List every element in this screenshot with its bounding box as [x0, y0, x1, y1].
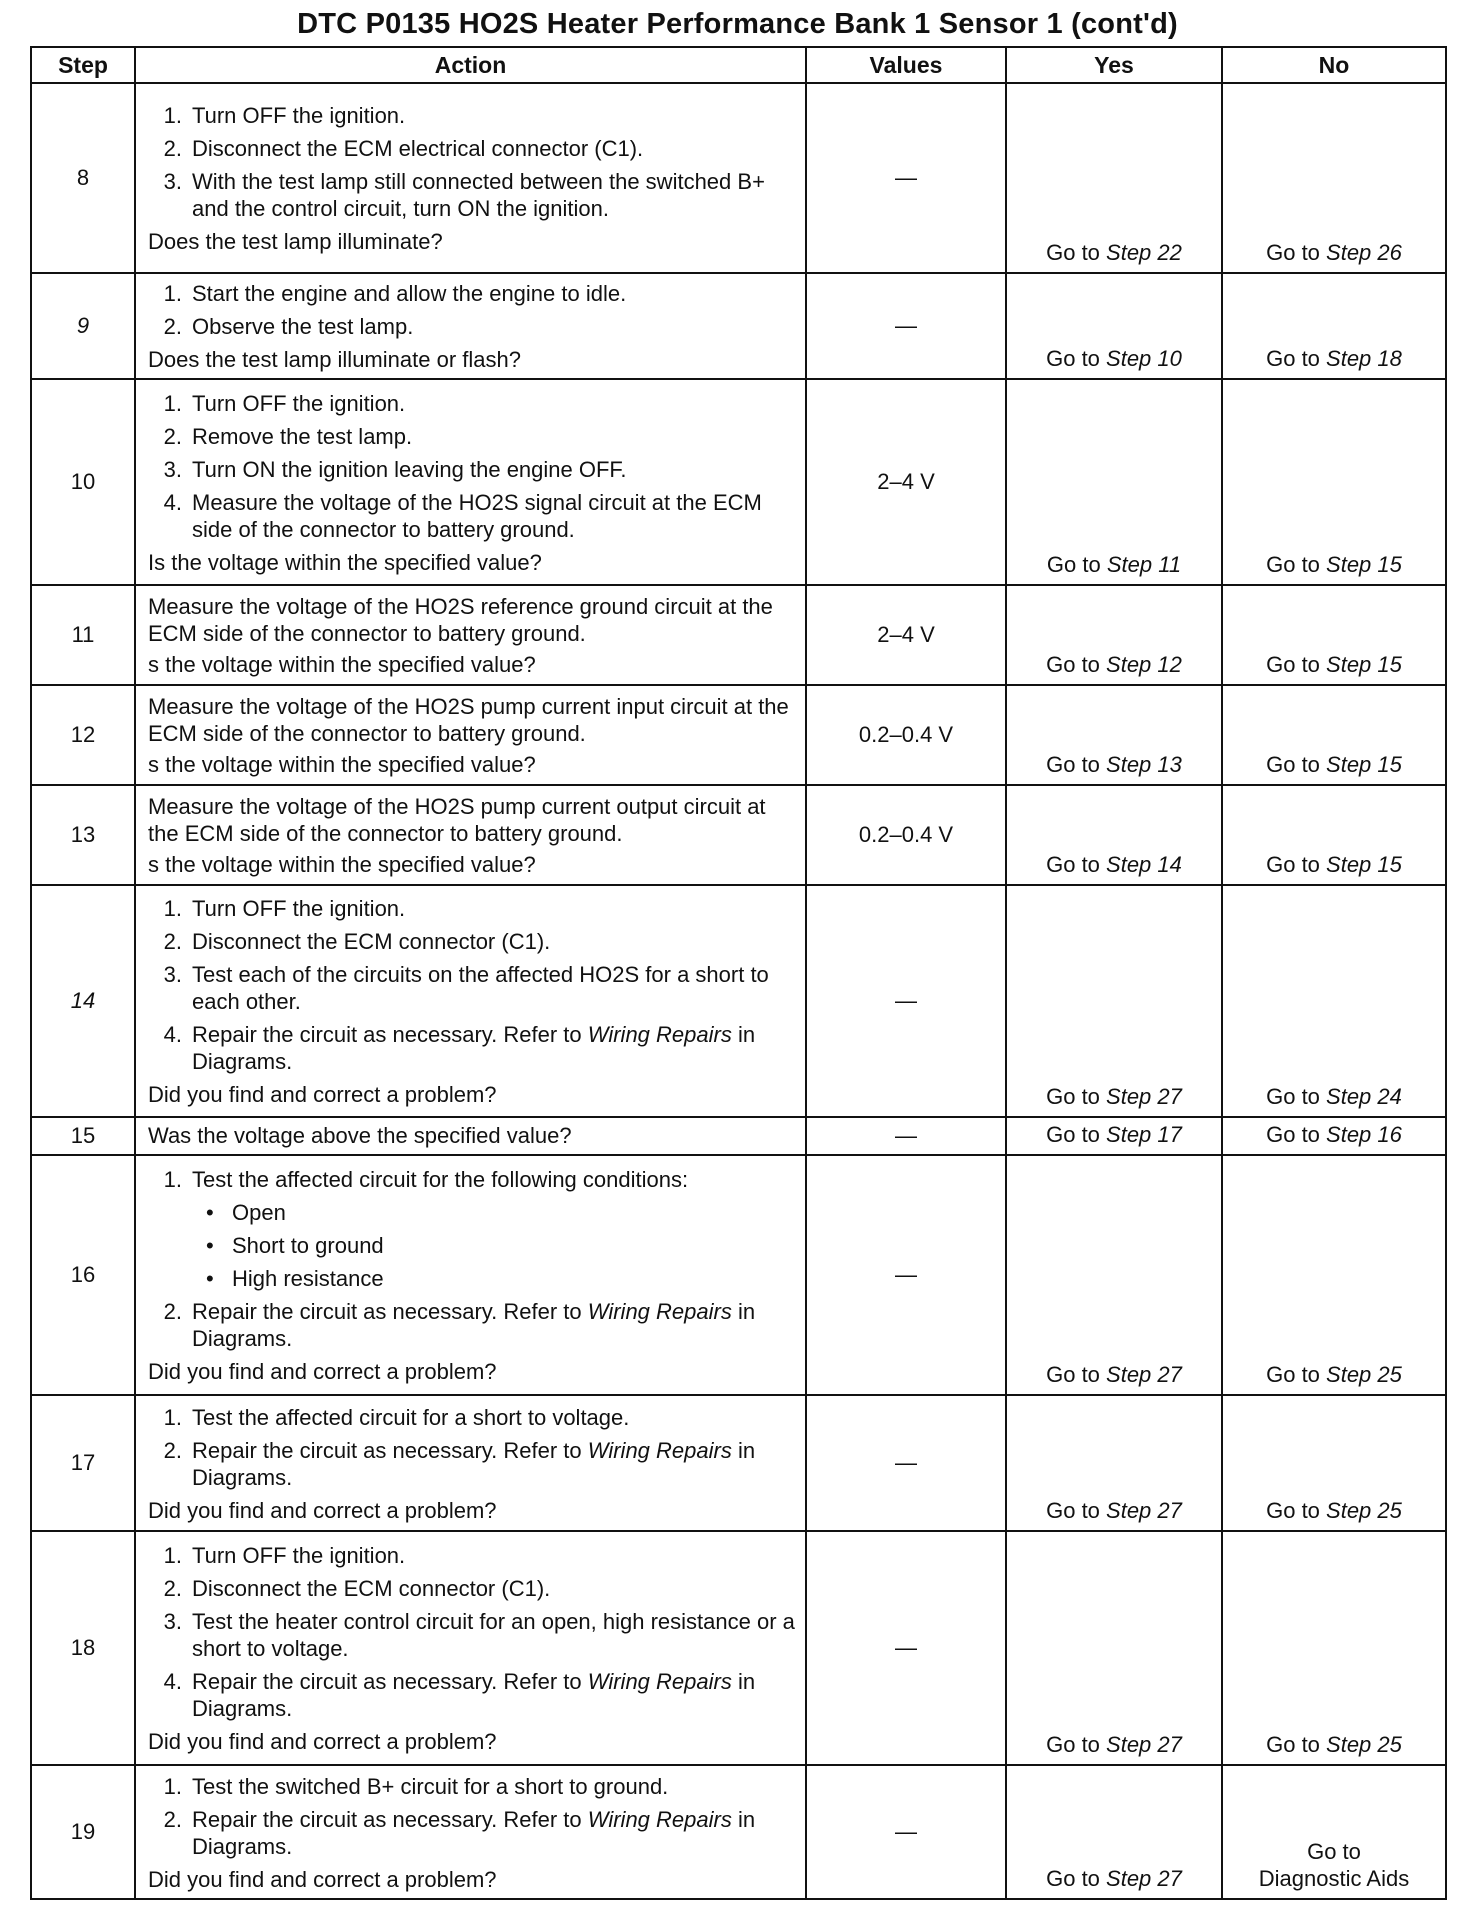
page-title: DTC P0135 HO2S Heater Performance Bank 1 Sensor 1 (cont'd) [297, 8, 1178, 40]
value-cell: — [806, 1531, 1006, 1765]
table-row [31, 379, 1446, 585]
value-cell: 2–4 V [806, 379, 1006, 585]
table-row [31, 1117, 1446, 1155]
action-cell [135, 1531, 806, 1765]
question: s the voltage within the specified value? [148, 751, 536, 777]
no-cell: Go to Step 15 [1222, 585, 1446, 685]
yes-cell: Go to Step 27 [1006, 1155, 1222, 1395]
action-text: Measure the voltage of the HO2S pump current output circuit at the ECM side of the connector to battery ground. [148, 793, 766, 846]
no-cell: Go to Step 18 [1222, 273, 1446, 379]
step-number: 14 [31, 885, 135, 1117]
value-cell: — [806, 273, 1006, 379]
question: s the voltage within the specified value? [148, 851, 536, 877]
step-number: 12 [31, 685, 135, 785]
no-cell: Go to Step 16 [1222, 1117, 1446, 1155]
yes-cell: Go to Step 27 [1006, 1395, 1222, 1531]
header-yes: Yes [1006, 47, 1222, 83]
question: Is the voltage within the specified value? [148, 549, 542, 575]
yes-cell: Go to Step 27 [1006, 1531, 1222, 1765]
header-no: No [1222, 47, 1446, 83]
step-number: 15 [31, 1117, 135, 1155]
list-item: 2. Repair the circuit as necessary. Refer to Wiring Repairs in Diagrams. [163, 1806, 756, 1859]
bullet-item: • High resistance [206, 1266, 384, 1291]
list-item: 1. Test the switched B+ circuit for a short to ground. [163, 1773, 669, 1799]
list-item: 4. Repair the circuit as necessary. Refer to Wiring Repairs in Diagrams. [163, 1669, 756, 1721]
action-text: Measure the voltage of the HO2S pump current input circuit at the ECM side of the connector to battery ground. [148, 693, 789, 746]
list-item: 3. With the test lamp still connected between the switched B+ and the control circuit, turn ON the ignition. [163, 169, 765, 221]
yes-cell: Go to Step 17 [1006, 1117, 1222, 1155]
table-row [31, 83, 1446, 273]
list-item: 3. Test the heater control circuit for an open, high resistance or a short to voltage. [163, 1609, 795, 1661]
no-cell: Go to Diagnostic Aids [1222, 1765, 1446, 1899]
list-item: 1. Turn OFF the ignition. [163, 103, 406, 128]
bullet-item: • Short to ground [206, 1233, 384, 1258]
step-number: 16 [31, 1155, 135, 1395]
list-item: 2. Repair the circuit as necessary. Refer to Wiring Repairs in Diagrams. [163, 1437, 756, 1490]
list-item: 2. Disconnect the ECM electrical connector (C1). [163, 136, 644, 161]
table-row [31, 1155, 1446, 1395]
value-cell: 2–4 V [806, 585, 1006, 685]
value-cell: — [806, 885, 1006, 1117]
action-cell [135, 585, 806, 685]
list-item: 1. Start the engine and allow the engine to idle. [163, 281, 627, 306]
step-number: 8 [31, 83, 135, 273]
list-item: 1. Test the affected circuit for the following conditions: [163, 1167, 689, 1192]
question: Did you find and correct a problem? [148, 1729, 497, 1754]
table-row [31, 273, 1446, 379]
question: Did you find and correct a problem? [148, 1082, 497, 1107]
value-cell: 0.2–0.4 V [806, 785, 1006, 885]
no-cell: Go to Step 25 [1222, 1395, 1446, 1531]
action-cell [135, 273, 806, 379]
list-item: 2. Disconnect the ECM connector (C1). [163, 1576, 551, 1601]
action-cell [135, 1395, 806, 1531]
action-cell [135, 1765, 806, 1899]
yes-cell: Go to Step 13 [1006, 685, 1222, 785]
table-row [31, 585, 1446, 685]
question: s the voltage within the specified value? [148, 651, 536, 677]
header-step: Step [31, 47, 135, 83]
list-item: 2. Observe the test lamp. [163, 314, 414, 339]
action-cell [135, 785, 806, 885]
yes-cell: Go to Step 10 [1006, 273, 1222, 379]
table-row [31, 785, 1446, 885]
step-number: 11 [31, 585, 135, 685]
list-item: 1. Test the affected circuit for a short to voltage. [163, 1404, 630, 1430]
question: Did you find and correct a problem? [148, 1866, 497, 1892]
action-cell [135, 685, 806, 785]
yes-cell: Go to Step 11 [1006, 379, 1222, 585]
question: Does the test lamp illuminate? [148, 229, 443, 254]
table-row [31, 1395, 1446, 1531]
list-item: 4. Repair the circuit as necessary. Refer to Wiring Repairs in Diagrams. [163, 1022, 756, 1074]
yes-cell: Go to Step 27 [1006, 1765, 1222, 1899]
table-row [31, 1765, 1446, 1899]
question: Did you find and correct a problem? [148, 1359, 497, 1384]
step-number: 10 [31, 379, 135, 585]
list-item: 1. Turn OFF the ignition. [163, 896, 406, 921]
list-item: 4. Measure the voltage of the HO2S signal circuit at the ECM side of the connector to battery ground. [163, 489, 762, 542]
question: Does the test lamp illuminate or flash? [148, 347, 521, 372]
action-text: Measure the voltage of the HO2S reference ground circuit at the ECM side of the connector to battery ground. [148, 593, 773, 646]
list-item: 1. Turn OFF the ignition. [163, 390, 406, 416]
list-item: 2. Disconnect the ECM connector (C1). [163, 929, 551, 954]
no-cell: Go to Step 15 [1222, 379, 1446, 585]
no-cell: Go to Step 24 [1222, 885, 1446, 1117]
table-row [31, 685, 1446, 785]
value-cell: — [806, 1117, 1006, 1155]
action-cell [135, 379, 806, 585]
value-cell: 0.2–0.4 V [806, 685, 1006, 785]
question: Did you find and correct a problem? [148, 1497, 497, 1523]
step-number: 9 [31, 273, 135, 379]
list-item: 2. Remove the test lamp. [163, 423, 413, 449]
no-cell: Go to Step 15 [1222, 685, 1446, 785]
step-number: 13 [31, 785, 135, 885]
yes-cell: Go to Step 22 [1006, 83, 1222, 273]
list-item: 2. Repair the circuit as necessary. Refer to Wiring Repairs in Diagrams. [163, 1299, 756, 1351]
action-cell [135, 83, 806, 273]
step-number: 18 [31, 1531, 135, 1765]
question: Was the voltage above the specified value? [148, 1123, 572, 1148]
no-cell: Go to Step 15 [1222, 785, 1446, 885]
yes-cell: Go to Step 14 [1006, 785, 1222, 885]
value-cell: — [806, 1765, 1006, 1899]
step-number: 19 [31, 1765, 135, 1899]
value-cell: — [806, 1155, 1006, 1395]
header-action: Action [135, 47, 806, 83]
action-cell [135, 1155, 806, 1395]
table-row [31, 1531, 1446, 1765]
table-row [31, 885, 1446, 1117]
step-number: 17 [31, 1395, 135, 1531]
value-cell: — [806, 83, 1006, 273]
action-cell [135, 885, 806, 1117]
value-cell: — [806, 1395, 1006, 1531]
list-item: 3. Test each of the circuits on the affected HO2S for a short to each other. [163, 962, 769, 1014]
yes-cell: Go to Step 12 [1006, 585, 1222, 685]
header-values: Values [806, 47, 1006, 83]
header-row [31, 47, 1446, 83]
action-cell [135, 1117, 806, 1155]
diagnostic-table [30, 46, 1447, 1900]
bullet-item: • Open [206, 1200, 286, 1225]
no-cell: Go to Step 25 [1222, 1531, 1446, 1765]
yes-cell: Go to Step 27 [1006, 885, 1222, 1117]
no-cell: Go to Step 26 [1222, 83, 1446, 273]
list-item: 3. Turn ON the ignition leaving the engine OFF. [163, 456, 627, 482]
no-cell: Go to Step 25 [1222, 1155, 1446, 1395]
list-item: 1. Turn OFF the ignition. [163, 1543, 406, 1568]
